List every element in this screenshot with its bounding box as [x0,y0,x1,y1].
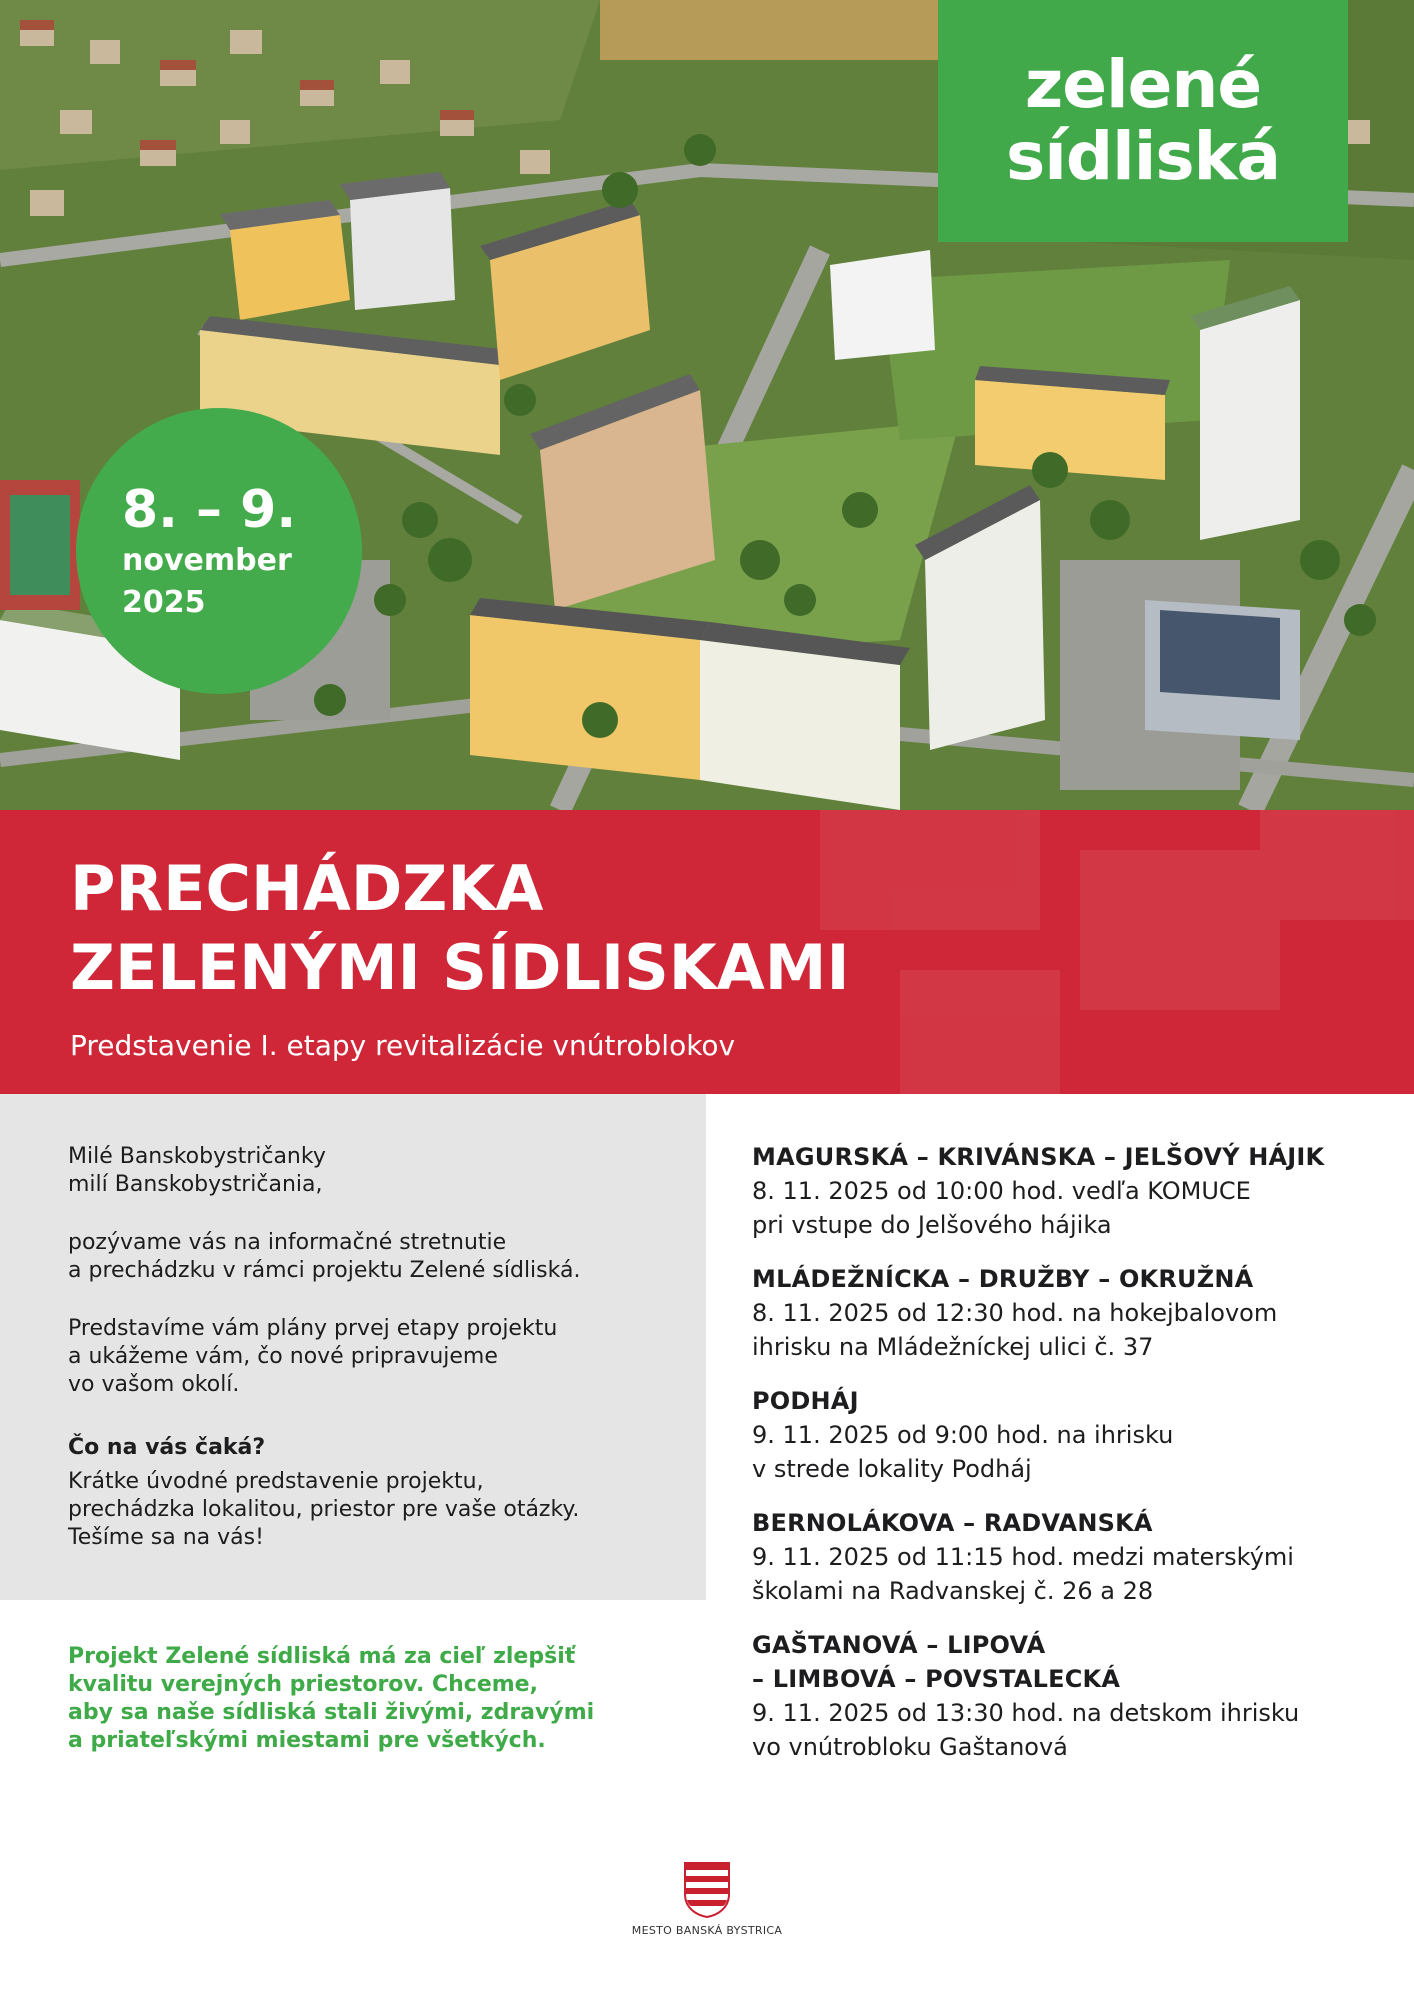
intro-greeting-line-1: Milé Banskobystričanky [68,1144,326,1169]
location-detail: v strede lokality Podháj [752,1455,1032,1483]
city-logo [624,1862,790,1937]
title-band [0,810,1414,1094]
event-subtitle: Predstavenie I. etapy revitalizácie vnútroblokov [70,1029,736,1062]
schedule-item [752,1506,1392,1608]
schedule-item [752,1140,1392,1242]
intro-question: Čo na vás čaká? [68,1435,266,1460]
brand-line-1: zelené [1024,46,1262,123]
location-detail: 8. 11. 2025 od 12:30 hod. na hokejbalovom [752,1299,1278,1327]
location-name: BERNOLÁKOVA – RADVANSKÁ [752,1509,1153,1537]
location-detail: vo vnútrobloku Gaštanová [752,1733,1068,1761]
location-detail: ihrisku na Mládežníckej ulici č. 37 [752,1333,1154,1361]
intro-greeting-line-2: milí Banskobystričania, [68,1172,323,1197]
location-detail: 9. 11. 2025 od 11:15 hod. medzi materskými [752,1543,1294,1571]
project-goal-text [68,1643,594,1755]
location-detail: školami na Radvanskej č. 26 a 28 [752,1577,1154,1605]
project-goal-line-1: Projekt Zelené sídliská má za cieľ zlepšiť [68,1644,576,1669]
location-detail: 9. 11. 2025 od 9:00 hod. na ihrisku [752,1421,1174,1449]
intro-agenda-line-3: Tešíme sa na vás! [68,1525,264,1550]
intro-plans-line-3: vo vašom okolí. [68,1372,240,1397]
project-goal-line-2: kvalitu verejných priestorov. Chceme, [68,1672,538,1697]
project-logo-box [938,0,1348,242]
brand-line-2: sídliská [1005,118,1281,195]
location-name: MAGURSKÁ – KRIVÁNSKA – JELŠOVÝ HÁJIK [752,1143,1325,1171]
intro-agenda-line-1: Krátke úvodné predstavenie projektu, [68,1469,484,1494]
event-title-line-2: ZELENÝMI SÍDLISKAMI [70,931,850,1004]
project-goal-line-4: a priateľskými miestami pre všetkých. [68,1728,546,1753]
location-name: MLÁDEŽNÍCKA – DRUŽBY – OKRUŽNÁ [752,1265,1254,1293]
intro-invite-line-1: pozývame vás na informačné stretnutie [68,1230,507,1255]
date-badge [76,408,362,694]
city-logo-caption: MESTO BANSKÁ BYSTRICA [631,1924,783,1937]
project-goal-line-3: aby sa naše sídliská stali živými, zdravými [68,1700,595,1725]
location-name: PODHÁJ [752,1387,859,1415]
coat-of-arms-icon [684,1862,730,1918]
intro-plans-line-1: Predstavíme vám plány prvej etapy projektu [68,1316,558,1341]
event-schedule [752,1140,1392,1784]
location-name: GAŠTANOVÁ – LIPOVÁ [752,1631,1046,1659]
schedule-item [752,1384,1392,1486]
intro-invite-line-2: a prechádzku v rámci projektu Zelené sídliská. [68,1258,581,1283]
location-detail: pri vstupe do Jelšového hájika [752,1211,1112,1239]
date-month: november [122,543,292,578]
event-title-line-1: PRECHÁDZKA [70,852,544,925]
intro-agenda-line-2: prechádzka lokalitou, priestor pre vaše otázky. [68,1497,580,1522]
location-detail: 8. 11. 2025 od 10:00 hod. vedľa KOMUCE [752,1177,1251,1205]
date-year: 2025 [122,585,206,620]
date-days: 8. – 9. [122,480,297,540]
location-detail: 9. 11. 2025 od 13:30 hod. na detskom ihrisku [752,1699,1300,1727]
schedule-item [752,1628,1392,1764]
location-name: – LIMBOVÁ – POVSTALECKÁ [752,1665,1121,1693]
intro-plans-line-2: a ukážeme vám, čo nové pripravujeme [68,1344,498,1369]
schedule-item [752,1262,1392,1364]
